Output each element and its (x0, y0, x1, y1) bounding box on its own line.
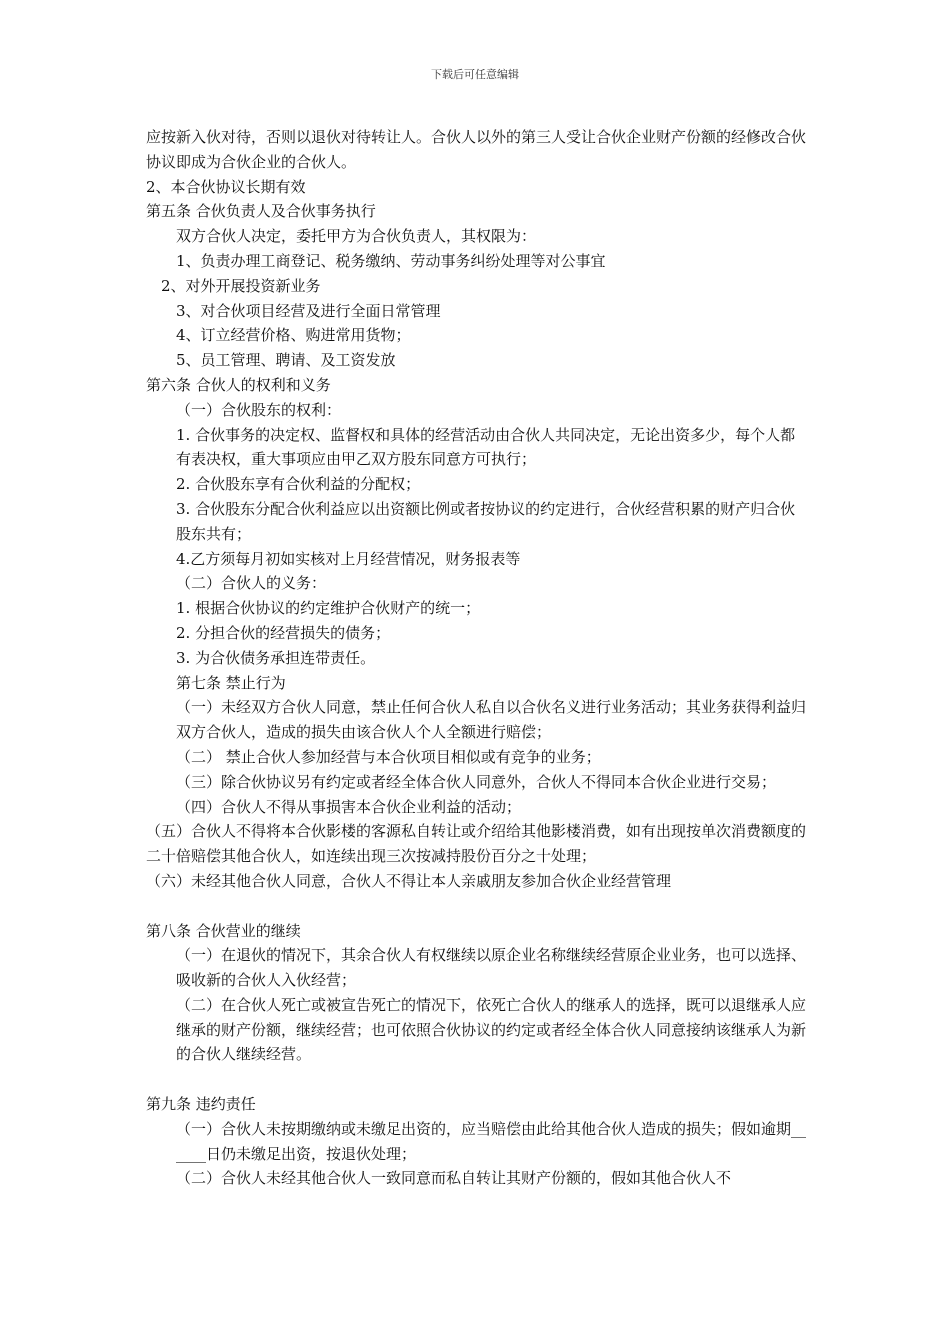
paragraph: 第七条 禁止行为 (176, 673, 286, 692)
paragraph: （一）合伙股东的权利： (176, 400, 342, 419)
paragraph: 3、对合伙项目经营及进行全面日常管理 (176, 301, 441, 320)
paragraph: 应按新入伙对待，否则以退伙对待转让人。合伙人以外的第三人受让合伙企业财产份额的经修改合伙协议即成为合伙企业的合伙人。 (146, 128, 807, 171)
paragraph: 4.乙方须每月初如实核对上月经营情况，财务报表等 (176, 549, 521, 568)
paragraph: 2. 合伙股东享有合伙利益的分配权； (176, 475, 421, 494)
blank-line (146, 1067, 808, 1092)
paragraph: 第九条 违约责任 (146, 1095, 256, 1114)
paragraph: 4、订立经营价格、购进常用货物； (176, 326, 411, 345)
paragraph: 1. 合伙事务的决定权、监督权和具体的经营活动由合伙人共同决定，无论出资多少，每个人都有表决权，重大事项应由甲乙双方股东同意方可执行； (176, 425, 796, 469)
paragraph: 第八条 合伙营业的继续 (146, 921, 301, 940)
paragraph: （一）合伙人未按期缴纳或未缴足出资的，应当赔偿由此给其他合伙人造成的损失；假如逾期______日仍未缴足出资，按退伙处理； (176, 1119, 807, 1163)
paragraph: 2、对外开展投资新业务 (161, 276, 321, 295)
paragraph: （二） 禁止合伙人参加经营与本合伙项目相似或有竞争的业务； (176, 747, 601, 766)
paragraph: 第六条 合伙人的权利和义务 (146, 375, 331, 394)
paragraph: 5、员工管理、聘请、及工资发放 (176, 351, 396, 370)
paragraph: （二）合伙人未经其他合伙人一致同意而私自转让其财产份额的，假如其他合伙人不 (176, 1169, 732, 1188)
paragraph: 1、负责办理工商登记、税务缴纳、劳动事务纠纷处理等对公事宜 (176, 251, 606, 270)
blank-line (146, 894, 808, 919)
paragraph: （一）在退伙的情况下，其余合伙人有权继续以原企业名称继续经营原企业业务，也可以选择、吸收新的合伙人入伙经营； (176, 946, 807, 990)
paragraph: 3. 为合伙债务承担连带责任。 (176, 648, 376, 667)
paragraph: 1. 根据合伙协议的约定维护合伙财产的统一； (176, 599, 481, 618)
document-body (146, 125, 808, 1191)
paragraph: 第五条 合伙负责人及合伙事务执行 (146, 202, 376, 221)
paragraph: （一）未经双方合伙人同意，禁止任何合伙人私自以合伙名义进行业务活动；其业务获得利益归双方合伙人，造成的损失由该合伙人个人全额进行赔偿； (176, 698, 807, 742)
paragraph: 3. 合伙股东分配合伙利益应以出资额比例或者按协议的约定进行，合伙经营积累的财产归合伙股东共有； (176, 499, 796, 543)
paragraph: （五）合伙人不得将本合伙影楼的客源私自转让或介绍给其他影楼消费，如有出现按单次消费额度的二十倍赔偿其他合伙人，如连续出现三次按减持股份百分之十处理； (146, 822, 807, 866)
paragraph: （二）合伙人的义务： (176, 574, 327, 593)
paragraph: 2. 分担合伙的经营损失的债务； (176, 623, 391, 642)
paragraph: （二）在合伙人死亡或被宣告死亡的情况下，依死亡合伙人的继承人的选择，既可以退继承人应继承的财产份额，继续经营；也可依照合伙协议的约定或者经全体合伙人同意接纳该继承人为新的合伙人继续经营。 (176, 995, 807, 1064)
paragraph: （四）合伙人不得从事损害本合伙企业利益的活动； (176, 797, 522, 816)
paragraph: 2、本合伙协议长期有效 (146, 177, 306, 196)
paragraph: 双方合伙人决定，委托甲方为合伙负责人，其权限为： (176, 227, 537, 246)
paragraph: （三）除合伙协议另有约定或者经全体合伙人同意外，合伙人不得同本合伙企业进行交易； (176, 772, 777, 791)
paragraph: （六）未经其他合伙人同意，合伙人不得让本人亲戚朋友参加合伙企业经营管理 (146, 871, 672, 890)
page-header: 下载后可任意编辑 (431, 68, 519, 81)
